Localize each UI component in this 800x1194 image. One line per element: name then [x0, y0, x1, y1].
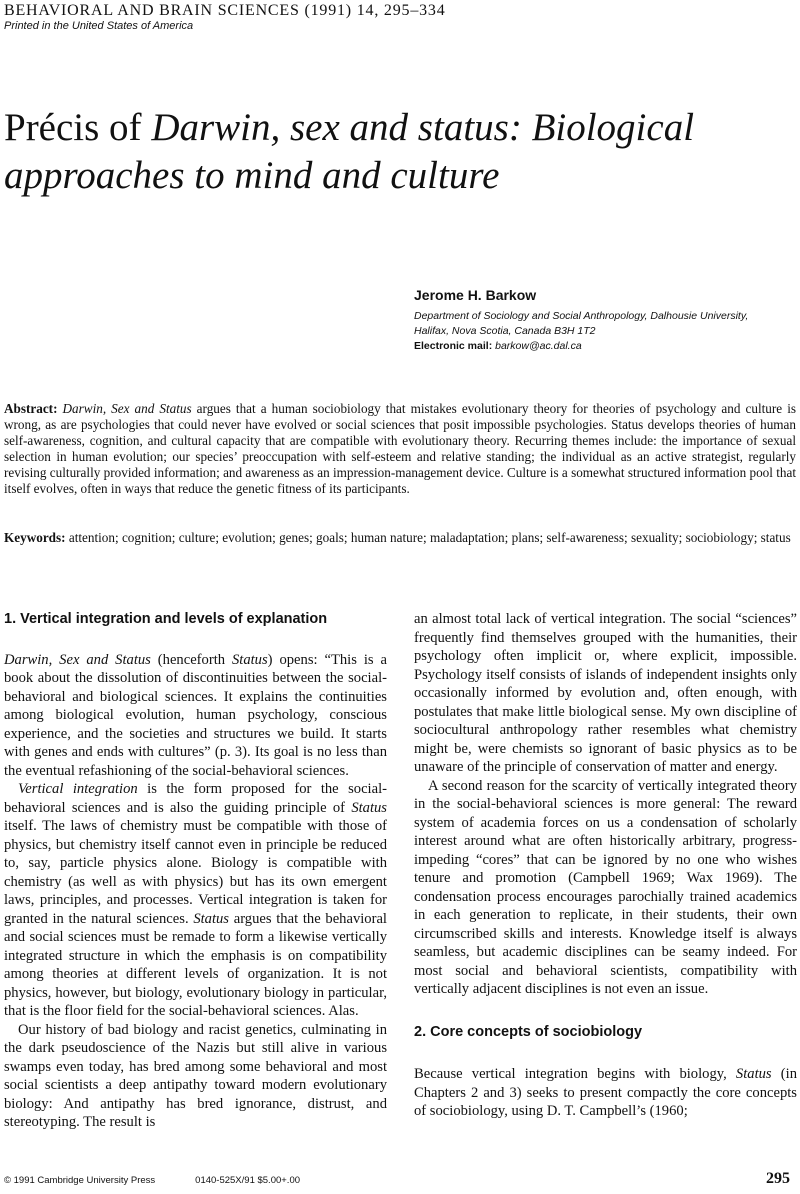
page-number: 295 [766, 1170, 790, 1187]
abstract [4, 401, 796, 497]
paragraph-3: Our history of bad biology and racist genetics, culminating in the dark pseudoscience of the Nazis but still alive in various swamps even today, has bred among some behavioral and most social scientists a deep antipathy toward modern evolutionary biology: And antipathy has bred ignorance, distrust, and stereotyping. The result is [4, 1021, 387, 1130]
p6-t2: (in Chapters 2 and 3) seeks to present compactly the core concepts of sociobiology, using D. T. Campbell’s (1960; [414, 1066, 797, 1119]
paragraph-4: an almost total lack of vertical integration. The social “sciences” frequently find themselves grouped with the humanities, their psychology often implicit or, where explicit, impossible. Psychology itself consists of islands of independent insights only occasionally informed by evolution and, often enough, with postulates that make little biological sense. My own discipline of sociocultural anthropology rather resembles what chemistry might be, were chemists so ignorant of basic physics as to be unaware of the principle of conservation of matter and energy. [414, 611, 797, 775]
p1-t1: (henceforth [150, 651, 232, 668]
paragraph-5: A second reason for the scarcity of vertically integrated theory in the social-behavioral sciences is more general: The reward system of academia forces on us a condensation of scholarly interest around what are often historically arbitrary, progress-impeding “cores” that can be ignored by no one who wishes tenure and promotion (Campbell 1969; Wax 1969). The condensation process encourages parochially trained academics in each generation to replicate, in their students, their own circumscribed skills and interests. Knowledge itself is always seamless, but academic disciplines can be seamy indeed. For most social and behavioral scientists, compatibility with vertically adjacent disciplines is not even an issue. [414, 777, 797, 997]
section-1-heading: 1. Vertical integration and levels of explanation [4, 611, 328, 627]
author-block [414, 287, 748, 354]
title-italic: Darwin, sex and status: Biological approaches to mind and culture [4, 106, 695, 197]
p6-t1: Because vertical integration begins with biology, [414, 1066, 736, 1082]
abstract-text: argues that a human sociobiology that mistakes evolutionary theory for theories of psychology and culture is wrong, as are psychologies that could never have evolved or social sciences that posit impossible psychologies. Status develops theories of human self-awareness, cognition, and cultural capacity that are compatible with evolutionary theory. Recurring themes include: the importance of sexual selection in human evolution; our species’ preoccupation with self-esteem and relative standing; the individual as an active strategist, regularly revising culturally provided information; and awareness as an impression-management device. Culture is a somewhat structured information pool that itself evolves, often in ways that reduce the genetic fitness of its participants. [4, 401, 796, 496]
p1-status: Status [231, 651, 268, 668]
p2-t3: argues that the behavioral and social sciences must be remade to form a likewise vertically integrated structure in which the emphasis is on compatibility among theories at different levels of organization. It is not physics, however, but biology, evolutionary biology in particular, that is the floor field for the social-behavioral sciences. Alas. [4, 910, 387, 1019]
p2-vertical-integration: Vertical integration [18, 781, 138, 797]
paragraph-1 [4, 651, 387, 781]
author-city: Halifax, Nova Scotia, Canada B3H 1T2 [414, 325, 596, 337]
author-email-line [414, 339, 748, 354]
author-email: barkow@ac.dal.ca [495, 340, 582, 352]
p2-status-1: Status [351, 799, 387, 816]
keywords-text: attention; cognition; culture; evolution; genes; goals; human nature; maladaptation; plans; self-awareness; sexuality; sociobiology; status [65, 530, 791, 545]
author-department: Department of Sociology and Social Anthropology, Dalhousie University, [414, 310, 749, 322]
p1-book: Darwin, Sex and Status [4, 651, 151, 668]
p1-t2: ) opens: “This is a book about the dissolution of discontinuities between the social-behavioral and biological sciences. It explains the continuities among biological evolution, human psychology, conscious experience, and the societies and structures we build. It starts with genes and ends with cultures” (p. 3). Its goal is no less than the eventual refashioning of the social-behavioral sciences. [4, 651, 387, 779]
abstract-label: Abstract: [4, 401, 58, 416]
paragraph-6 [414, 1065, 797, 1121]
paragraph-2 [4, 780, 387, 1021]
footer [4, 1175, 300, 1186]
email-label: Electronic mail: [414, 340, 493, 352]
journal-header: BEHAVIORAL AND BRAIN SCIENCES (1991) 14, 295–334 [4, 2, 446, 19]
printed-in-note: Printed in the United States of America [4, 20, 194, 32]
p2-status-2: Status [193, 910, 229, 927]
keywords [4, 530, 796, 546]
column-right [414, 610, 797, 1121]
keywords-label: Keywords: [4, 530, 66, 545]
article-title [4, 104, 704, 200]
copyright: © 1991 Cambridge University Press [4, 1175, 156, 1186]
column-left [4, 610, 387, 1132]
author-name: Jerome H. Barkow [414, 287, 537, 303]
abstract-book-title: Darwin, Sex and Status [62, 401, 192, 416]
section-2-heading: 2. Core concepts of sociobiology [414, 1023, 643, 1040]
p2-t2: itself. The laws of chemistry must be compatible with those of physics, but chemistry itself cannot even in principle be reduced to, say, particle physics alone. Biology is compatible with chemistry (as well as with physics) but has its own emergent laws, principles, and processes. Vertical integration is taken for granted in the natural sciences. [4, 818, 387, 927]
title-lead: Précis of [4, 106, 152, 149]
p6-status: Status [735, 1066, 772, 1082]
p2-t1: is the form proposed for the social-behavioral sciences and is also the guiding principle of [4, 781, 387, 816]
issn-price: 0140-525X/91 $5.00+.00 [195, 1175, 301, 1186]
